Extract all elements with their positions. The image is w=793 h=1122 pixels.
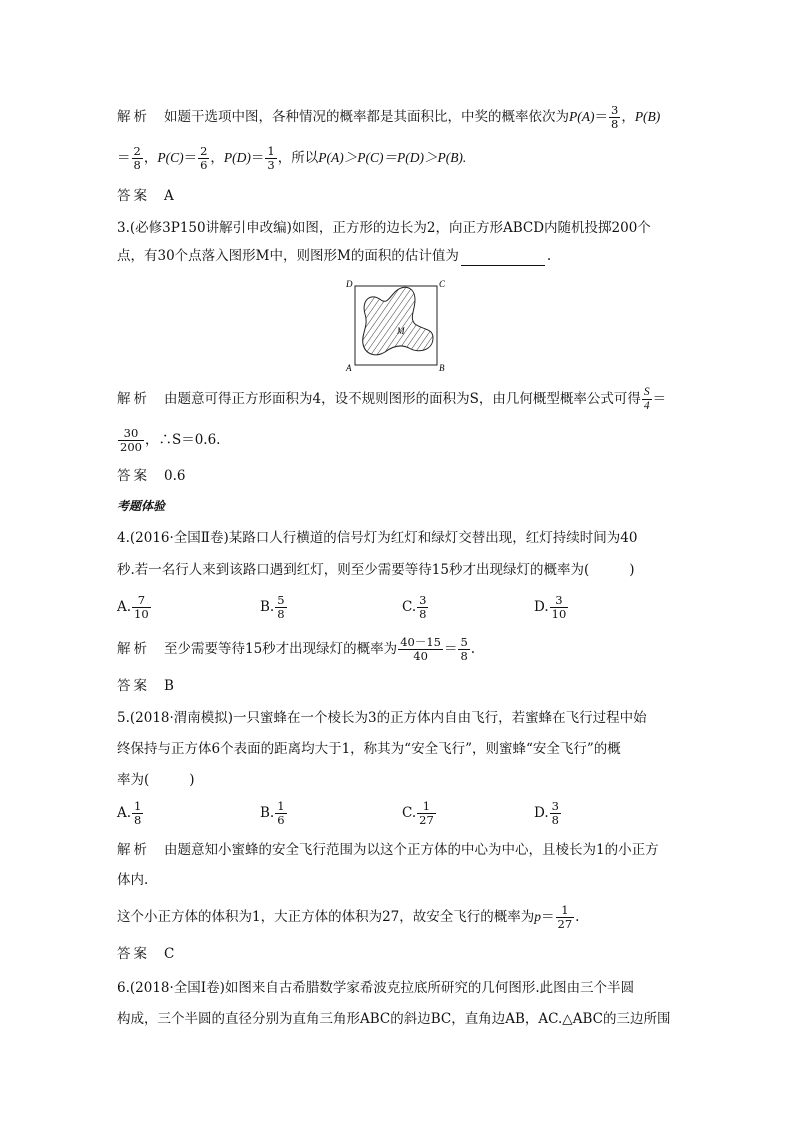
q6-stem-line2: 构成，三个半圆的直径分别为直角三角形ABC的斜边BC，直角边AB，AC.△ABC的三边所围	[117, 1011, 671, 1027]
q4-answer: 答案 B	[117, 678, 174, 694]
fraction: $\frac{S}{4}$	[643, 386, 650, 412]
section-heading: 考题体验	[117, 499, 166, 513]
answer-label: 答案	[117, 678, 150, 694]
answer-label: 答案	[117, 188, 150, 204]
fraction: $\frac{1}{3}$	[267, 144, 275, 172]
fraction: $\frac{2}{8}$	[133, 144, 141, 172]
fraction: $\frac{1}{27}$	[557, 903, 573, 931]
q5-analysis-line3: 这个小正方体的体积为1，大正方体的体积为27，故安全飞行的概率为p＝ $\frac{1}{27}$ .	[117, 903, 580, 931]
q2-answer: 答案 A	[117, 188, 174, 204]
q5-stem-line1: 5.(2018·渭南模拟)一只蜜蜂在一个棱长为3的正方体内自由飞行，若蜜蜂在飞行过程中始	[117, 710, 647, 726]
q4-option-a: A. $\frac{7}{10}$	[117, 593, 149, 621]
q3-stem-line2: 点，有30个点落入图形M中，则图形M的面积的估计值为 .	[117, 248, 552, 264]
vertex-b: B	[439, 363, 445, 372]
q5-answer: 答案 C	[117, 946, 175, 962]
q5-stem-line3: 率为( )	[117, 772, 195, 788]
q2-analysis-line1: 解析 如题干选项中图，各种情况的概率都是其面积比，中奖的概率依次为P(A)＝ $\frac{3}{8}$ ，P(B)	[117, 103, 661, 131]
q4-option-c: C. $\frac{3}{8}$	[402, 593, 427, 621]
square-figure	[345, 278, 453, 372]
q3-stem-line1: 3.(必修3P150讲解引申改编)如图，正方形的边长为2，向正方形ABCD内随机投掷200个	[117, 220, 651, 236]
fraction: $\frac{30}{200}$	[120, 426, 142, 454]
analysis-label: 解析	[117, 641, 150, 657]
q5-option-a: A. $\frac{1}{8}$	[117, 799, 142, 827]
vertex-c: C	[439, 279, 446, 289]
q5-option-c: C. $\frac{1}{27}$	[402, 799, 434, 827]
answer-label: 答案	[117, 468, 150, 484]
q5-analysis-line1: 解析 由题意知小蜜蜂的安全飞行范围为以这个正方体的中心为中心，且棱长为1的小正方	[117, 842, 659, 858]
q2-analysis-line2: ＝ $\frac{2}{8}$ ，P(C)＝ $\frac{2}{6}$ ，P(D)＝ $\frac{1}{3}$ ，所以P(A)＞P(C)＝P(D)＞P(B).	[117, 144, 467, 172]
q5-stem-line2: 终保持与正方体6个表面的距离均大于1，称其为“安全飞行”，则蜜蜂“安全飞行”的概	[117, 741, 621, 757]
q4-option-b: B. $\frac{5}{8}$	[260, 593, 285, 621]
q5-option-d: D. $\frac{3}{8}$	[534, 799, 559, 827]
fraction: $\frac{3}{8}$	[610, 103, 619, 131]
q5-analysis-line2: 体内.	[117, 872, 149, 888]
q3-answer: 答案 0.6	[117, 468, 186, 484]
q3-analysis-line1: 解析 由题意可得正方形面积为4，设不规则图形的面积为S，由几何概型概率公式可得 $\frac{S}{4}$ ＝	[117, 386, 667, 412]
analysis-label: 解析	[117, 842, 150, 858]
answer-blank	[461, 251, 545, 266]
fraction: $\frac{5}{8}$	[460, 635, 468, 663]
q4-stem-line1: 4.(2016·全国Ⅱ卷)某路口人行横道的信号灯为红灯和绿灯交替出现，红灯持续时间为40	[117, 530, 638, 546]
q4-option-d: D. $\frac{3}{10}$	[534, 593, 567, 621]
shape-m	[363, 287, 433, 354]
vertex-d: D	[346, 279, 353, 289]
q4-stem-line2: 秒.若一名行人来到该路口遇到红灯，则至少需要等待15秒才出现绿灯的概率为( )	[117, 562, 635, 578]
q4-analysis: 解析 至少需要等待15秒才出现绿灯的概率为 $\frac{40-15}{40}$ ＝ $\frac{5}{8}$ .	[117, 635, 476, 663]
q6-stem-line1: 6.(2018·全国Ⅰ卷)如图来自古希腊数学家希波克拉底所研究的几何图形.此图由三个半圆	[117, 980, 635, 996]
analysis-label: 解析	[117, 109, 150, 125]
fraction: $\frac{40-15}{40}$	[400, 635, 441, 663]
q3-analysis-line2: $\frac{30}{200}$ ，∴S＝0.6.	[120, 426, 221, 454]
vertex-a: A	[346, 363, 352, 372]
analysis-label: 解析	[117, 391, 150, 407]
shape-label-m: M	[397, 326, 405, 336]
fraction: $\frac{2}{6}$	[200, 144, 208, 172]
answer-label: 答案	[117, 946, 150, 962]
q5-option-b: B. $\frac{1}{6}$	[260, 799, 285, 827]
